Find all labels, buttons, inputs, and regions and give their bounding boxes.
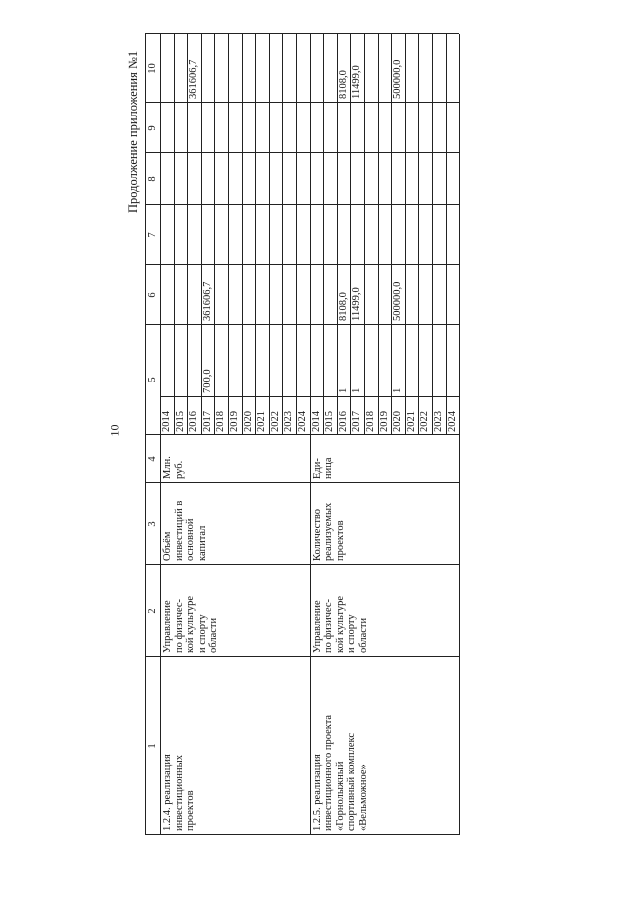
year-label: 2019 — [229, 411, 240, 432]
column-line-5 — [145, 434, 459, 435]
indicator-cell: Объём инвестиций в основной капитал — [162, 500, 208, 561]
year-label: 2016 — [337, 411, 349, 432]
year-label: 2023 — [283, 411, 295, 432]
year-row-line — [214, 34, 215, 435]
year-row-line — [310, 34, 311, 435]
column-line-1 — [145, 834, 459, 835]
year-row-line — [446, 34, 447, 435]
measure-cell: 1.2.5. реализация инвестиционного проекта «Горнолыжный спортивный комплекс «Вельможное» — [311, 714, 369, 831]
measure-cell: 1.2.4. реализация инвестиционных проектов — [162, 754, 196, 831]
column-number-9: 9 — [147, 125, 158, 131]
year-label: 2017 — [201, 411, 213, 432]
year-row-line — [296, 34, 297, 435]
column-line-11 — [145, 33, 459, 34]
column-6-value: 11499,0 — [351, 287, 363, 321]
executor-cell: Управление по физичес- кой культуре и спорту области — [162, 595, 219, 653]
year-row-line — [364, 34, 365, 435]
column-number-8: 8 — [147, 176, 158, 182]
column-line-7 — [145, 264, 459, 265]
year-label: 2018 — [365, 411, 376, 432]
year-label: 2021 — [405, 411, 417, 432]
year-row-line — [228, 34, 229, 435]
column-line-9 — [145, 152, 459, 153]
column-number-6: 6 — [147, 292, 158, 298]
column-number-5: 5 — [147, 377, 158, 383]
year-label: 2015 — [324, 411, 336, 432]
year-label: 2024 — [446, 411, 458, 432]
column-number-3: 3 — [147, 521, 158, 527]
column-6-value: 500000,0 — [392, 281, 404, 321]
year-label: 2020 — [242, 411, 254, 432]
column-number-7: 7 — [147, 232, 158, 238]
year-row-line — [378, 34, 379, 435]
column-line-10 — [145, 102, 459, 103]
column-5-value: 700,0 — [201, 369, 213, 393]
column-6-value: 8108,0 — [337, 292, 349, 321]
year-label: 2017 — [351, 411, 363, 432]
column-line-4 — [145, 482, 459, 483]
column-10-value: 8108,0 — [337, 70, 349, 99]
year-row-line — [282, 34, 283, 435]
year-row-line — [242, 34, 243, 435]
column-number-2: 2 — [147, 608, 158, 614]
year-label: 2024 — [297, 411, 308, 432]
year-row-line — [405, 34, 406, 435]
year-row-line — [174, 34, 175, 435]
continuation-title: Продолжение приложения №1 — [126, 50, 140, 213]
year-label: 2020 — [392, 411, 404, 432]
column-10-value: 500000,0 — [392, 59, 404, 99]
column-number-4: 4 — [147, 456, 158, 462]
year-label: 2022 — [269, 411, 281, 432]
year-row-line — [323, 34, 324, 435]
year-label: 2014 — [161, 411, 172, 432]
column-line-3 — [145, 564, 459, 565]
year-label: 2021 — [256, 411, 268, 432]
year-label: 2016 — [188, 411, 200, 432]
year-row-line — [418, 34, 419, 435]
column-6-value: 361606,7 — [201, 281, 213, 321]
column-5-value: 1 — [392, 387, 404, 393]
year-label: 2018 — [215, 411, 227, 432]
section-divider — [310, 435, 311, 835]
year-label: 2015 — [174, 411, 186, 432]
executor-cell: Управление по физичес- кой культуре и спорту области — [311, 595, 369, 653]
column-line-8 — [145, 204, 459, 205]
column-number-10: 10 — [147, 63, 158, 74]
indicator-cell: Количество реализуемых проектов — [311, 502, 346, 561]
column-line-2 — [145, 656, 459, 657]
column-10-value: 11499,0 — [351, 65, 363, 99]
column-line-6 — [145, 324, 459, 325]
year-row-line — [432, 34, 433, 435]
unit-cell: Млн. руб. — [162, 456, 185, 479]
year-row-line — [269, 34, 270, 435]
year-label: 2014 — [310, 411, 322, 432]
column-5-value: 1 — [337, 387, 349, 393]
table-bottom-border — [459, 34, 460, 835]
page-number: 10 — [107, 424, 122, 437]
unit-cell: Еди- ница — [311, 457, 335, 479]
column-5-value: 1 — [351, 387, 363, 393]
year-label: 2023 — [433, 411, 444, 432]
year-label: 2019 — [378, 411, 390, 432]
column-10-value: 361606,7 — [188, 59, 200, 99]
year-label: 2022 — [419, 411, 431, 432]
column-number-1: 1 — [147, 743, 158, 749]
year-row-line — [255, 34, 256, 435]
